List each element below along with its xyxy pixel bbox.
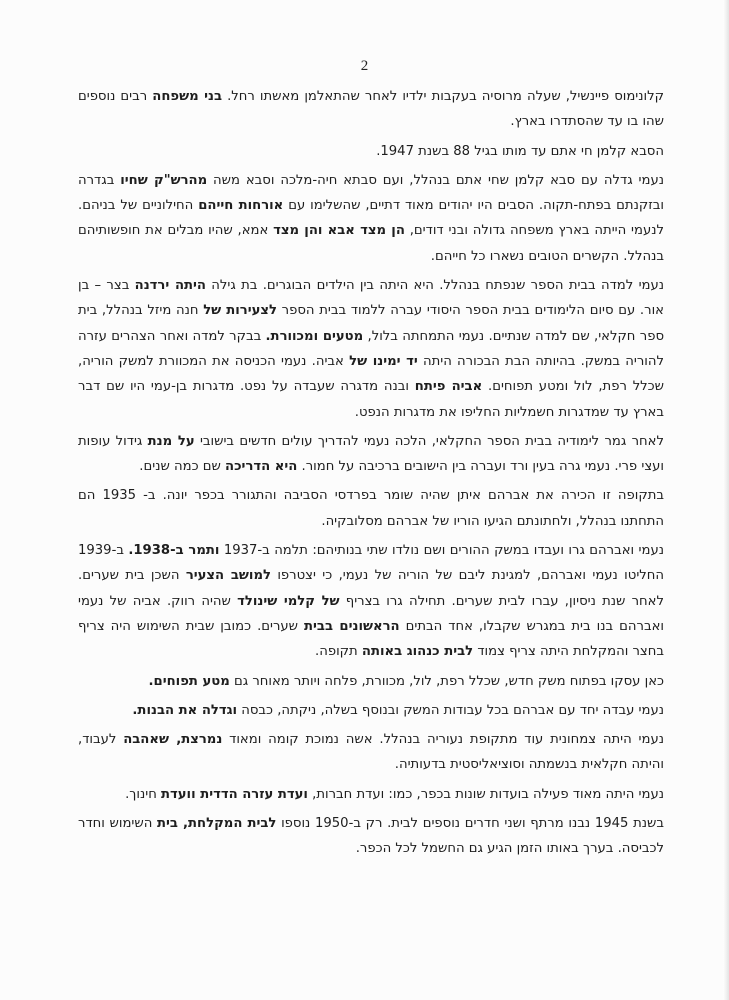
bold-text-run: לבית כנהוג באותה	[361, 644, 474, 660]
text-run: חנה מיזל בנהלל, בית ספר חקלאי, שם למדה שנתיים. נעמי התמחתה בלול,	[78, 303, 664, 344]
text-run: כאן עסקו בפתוח משק חדש, שכלל רפת, לול, מכוורת, פלחה ויותר מאוחר גם	[229, 673, 664, 689]
text-run: שם כמה שנים.	[139, 459, 226, 475]
bold-text-run: הראשונים בבית	[304, 618, 400, 634]
paragraph	[78, 698, 664, 723]
bold-text-run: מטעים ומכוורת.	[265, 328, 364, 344]
bold-text-run: הן מצד אבא והן מצד	[273, 223, 405, 239]
bold-text-run: של קלמי שינולד	[237, 593, 340, 609]
text-run: החילוניים של בניהם. לנעמי הייתה בארץ משפחה גדולה ובני דודים,	[78, 198, 664, 239]
text-run: נעמי ואברהם גרו ועבדו במשק ההורים ושם נולדו שתי בנותיהם: תלמה ב-1937	[219, 543, 664, 559]
paragraph	[78, 727, 664, 778]
text-run: אמא, שהיו מבלים את חופשותיהם בנהלל. הקשרים הטובים נשארו כל חייהם.	[78, 223, 664, 264]
text-run: נעמי היתה צמחונית עוד מתקופת נעוריה בנהלל. אשה נמוכת קומה ומאוד	[222, 732, 664, 748]
body-text	[78, 84, 664, 866]
bold-text-run: ועדת עזרה הדדית וועדת	[161, 786, 308, 802]
bold-text-run: וגדלה את הבנות.	[132, 702, 238, 718]
text-run: בשנת 1945 נבנו מרתף ושני חדרים נוספים לבית. רק ב-1950 נוספו	[276, 816, 664, 832]
text-run: השימוש וחדר לכביסה. בערך באותו הזמן הגיע גם החשמל לכל הכפר.	[78, 816, 664, 857]
page-number: 2	[360, 58, 369, 74]
text-run: נעמי גדלה עם סבא קלמן שחי אתם בנהלל, ועם סבתא חיה-מלכה וסבא משה	[207, 172, 664, 188]
text-run: הסבא קלמן חי אתם עד מותו בגיל 88 בשנת 1947.	[376, 143, 664, 159]
bold-text-run: בני משפחה	[152, 89, 222, 104]
text-run: לעבוד, והיתה חקלאית בנשמתה וסוציאליסטית בדעותיה.	[78, 732, 664, 773]
bold-text-run: מטע תפוחים.	[148, 673, 230, 689]
bold-text-run: על מנת	[147, 433, 195, 449]
text-run: נעמי עבדה יחד עם אברהם בכל עבודות המשק ובנוסף בשלה, ניקתה, כבסה	[237, 702, 664, 718]
paragraph	[78, 168, 664, 269]
text-run: בתקופה זו הכירה את אברהם איתן שהיה שומר בפרדסי הסביבה והתגורר בכפר יונה. ב- 1935 הם התחתנו בנהלל, ולחתונתם הגיעו הוריו של אברהם מסלובקיה.	[78, 488, 664, 529]
bold-text-run: מהרש"ק שחיו	[120, 172, 208, 188]
text-run: תקופה.	[315, 644, 362, 660]
bold-text-run: לבית המקלחת, בית	[157, 816, 277, 832]
bold-text-run: אורחות חייהם	[198, 198, 284, 214]
bold-text-run: לצעירות של	[203, 303, 277, 319]
text-run: קלונימוס פיינשיל, שעלה מרוסיה בעקבות ילדיו לאחר שהתאלמן מאשתו רחל.	[222, 89, 664, 104]
text-run: חינוך.	[125, 786, 161, 802]
bold-text-run: נמרצת, שאהבה	[123, 732, 223, 748]
bold-text-run: היא הדריכה	[225, 459, 298, 475]
paragraph	[78, 429, 664, 480]
text-run: גידול עופות ועצי פרי. נעמי גרה בעין ורד ועברה בין הישובים ברכיבה על חמור.	[78, 433, 664, 475]
text-run: לאחר גמר לימודיה בבית הספר החקלאי, הלכה נעמי להדריך עולים חדשים בישובי	[194, 433, 664, 449]
text-run: נעמי היתה מאוד פעילה בועדות שונות בכפר, כמו: ועדת חברות,	[307, 786, 664, 802]
text-run: נעמי למדה בבית הספר שנפתח בנהלל. היא היתה בין הילדים הבוגרים. בת גילה	[205, 278, 665, 294]
text-run: אביה. נעמי הכניסה את המכוורת למשק הוריה, שכלל רפת, לול ומטע תפוחים.	[78, 353, 664, 395]
paragraph	[78, 782, 664, 807]
paragraph	[78, 139, 664, 164]
text-run: בבקר למדה ואחר הצהרים עזרה להוריה במשק. בהיותה הבת הבכורה היתה	[78, 328, 664, 369]
text-run: שהיה רווק. אביה של נעמי ואברהם בנו בית במגרש שקבלו, אחד הבתים	[78, 593, 664, 634]
text-run: שערים. כמובן שבית השימוש היה צריף בחצר והמקלחת היתה צריף צמוד	[78, 618, 664, 660]
bold-text-run: היתה ירדנה	[134, 278, 206, 294]
text-run: בצר – בן אור. עם סיום הלימודים בבית הספר היסודי עברה ללמוד בבית הספר	[78, 278, 664, 319]
bold-text-run: אביה פיתח	[414, 379, 483, 395]
text-run: השכן בית שערים. לאחר שנת ניסיון, עברו לבית שערים. תחילה גרו בצריף	[78, 568, 664, 609]
bold-text-run: ותמר ב-1938.	[128, 543, 220, 559]
scan-edge	[723, 0, 729, 1000]
bold-text-run: למושב הצעיר	[185, 568, 271, 584]
paragraph	[78, 538, 664, 664]
paragraph	[78, 811, 664, 862]
text-run: בגדרה ובזקנתם בפתח-תקוה. הסבים היו יהודים מאוד דתיים, שהשלימו עם	[78, 172, 665, 214]
text-run: ב-1939 החליטו נעמי ואברהם, למגינת ליבם של הוריה של נעמי, כי יצטרפו	[78, 543, 664, 584]
paragraph	[78, 669, 664, 694]
bold-text-run: יד ימינו של	[349, 353, 418, 369]
paragraph	[78, 273, 664, 425]
text-run: רבים נוספים שהו בו עד שהסתדרו בארץ.	[78, 89, 664, 130]
paragraph	[78, 483, 664, 534]
text-run: ובנה מדגרה שעבדה על נפט. מדגרות בן-עמי היו שם דבר בארץ עד שמדגרות חשמליות החליפו את מדגרות הנפט.	[78, 379, 664, 420]
paragraph	[78, 84, 664, 135]
